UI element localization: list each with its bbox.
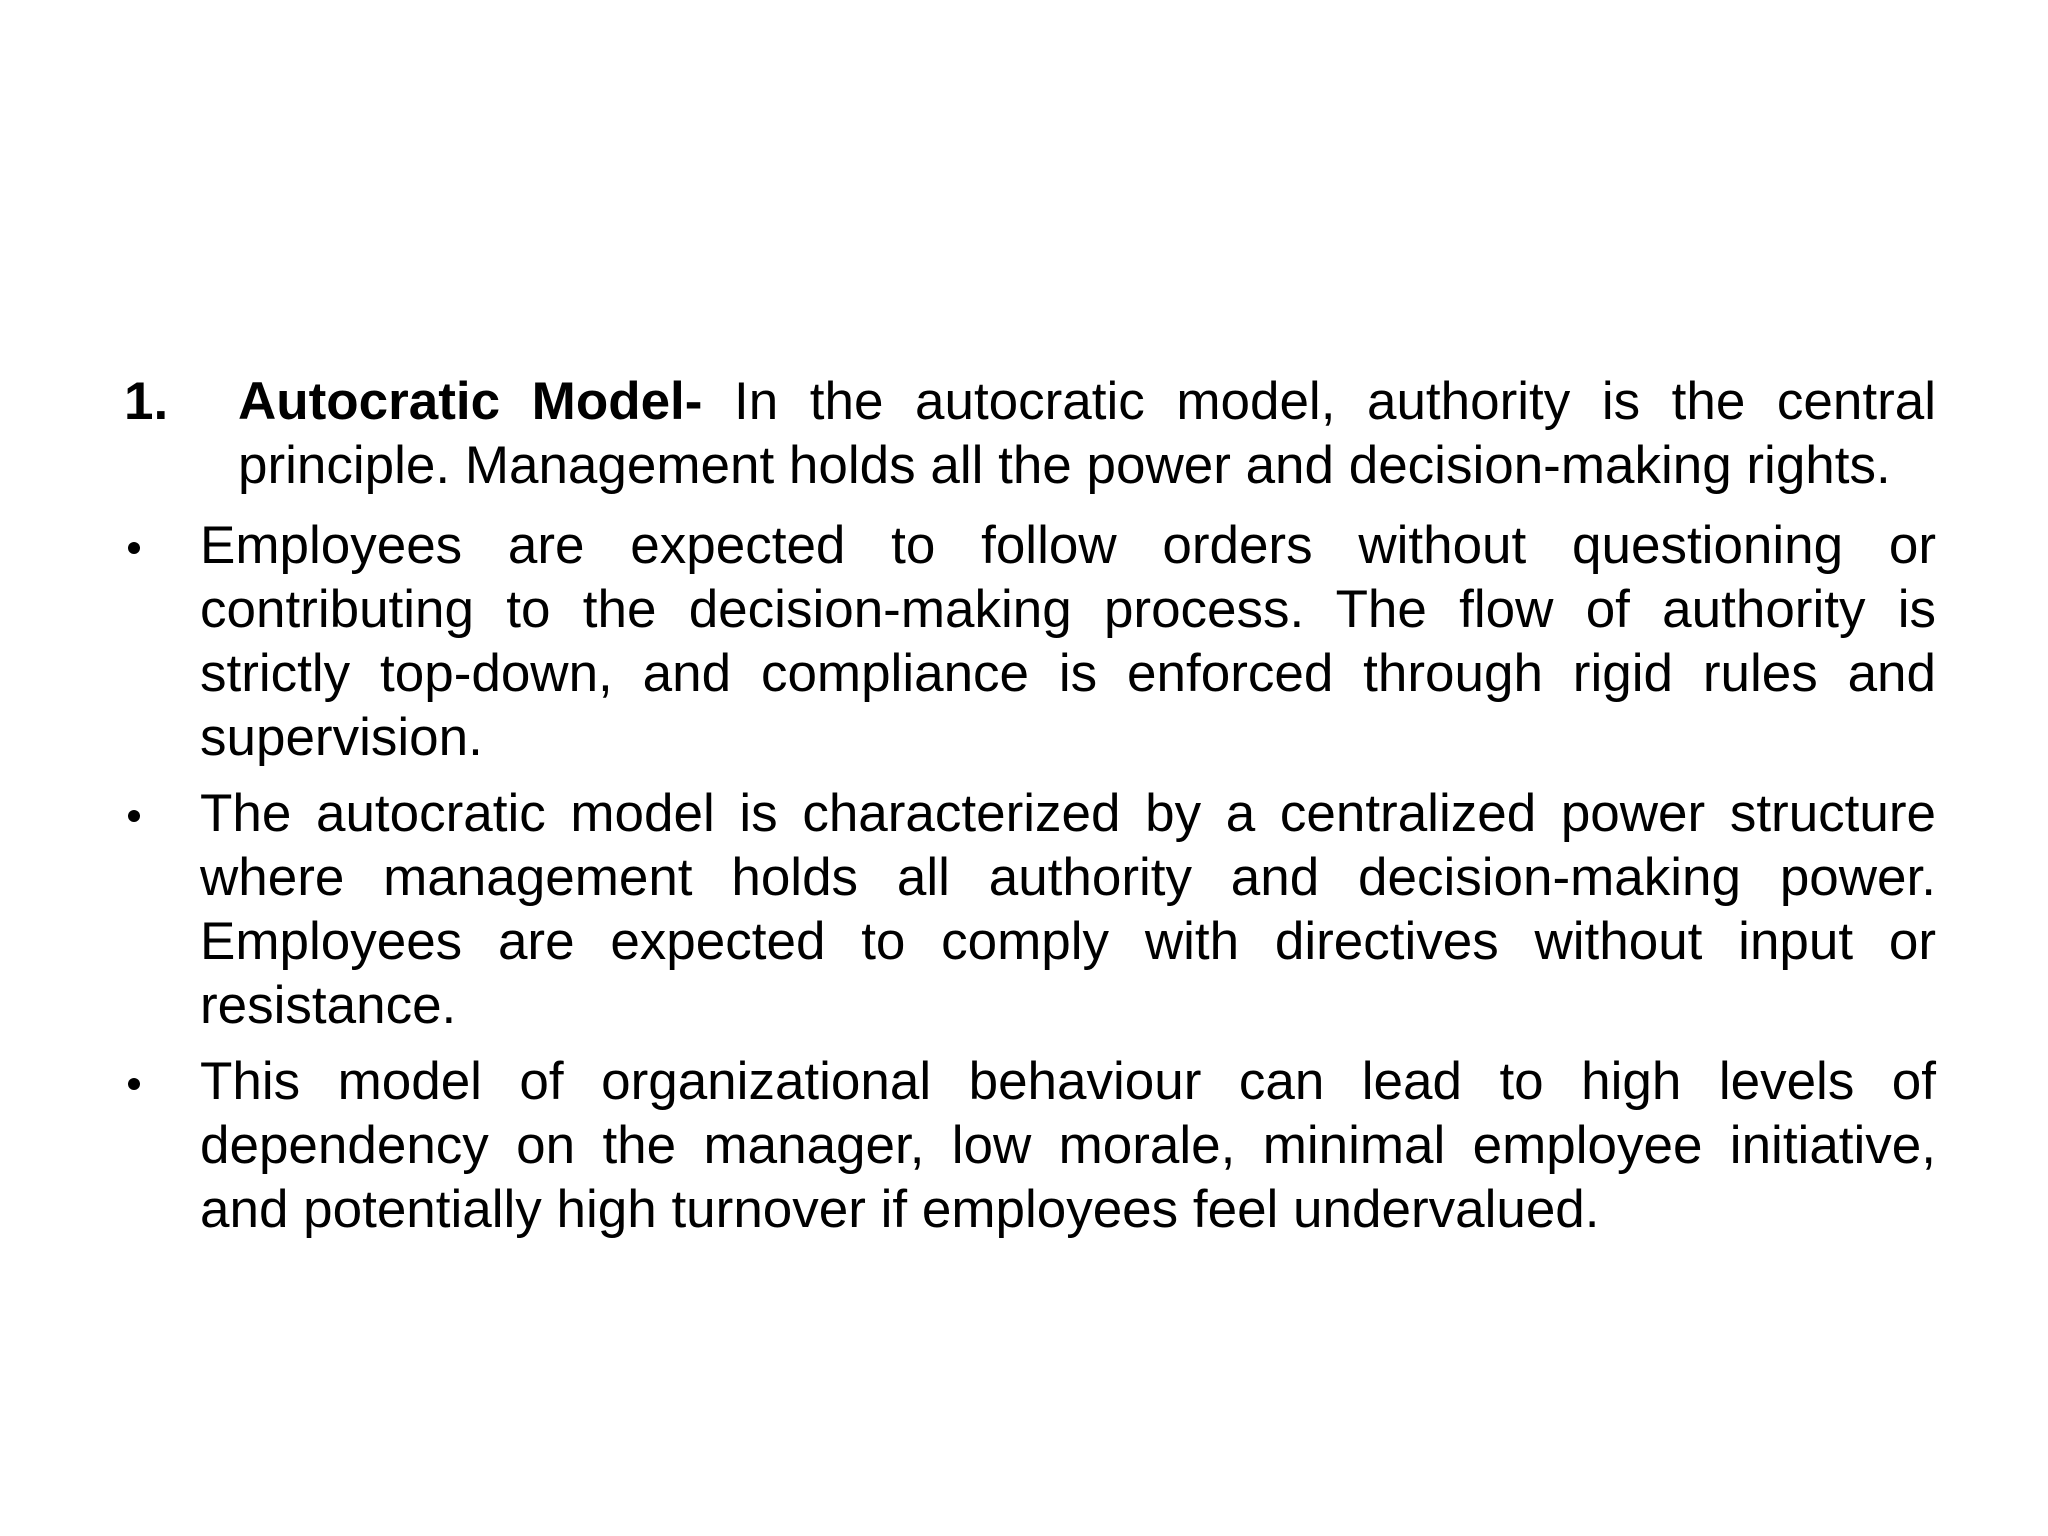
item-term: Autocratic Model- bbox=[238, 372, 703, 431]
bullet-text: The autocratic model is characterized by a centralized power structure where management holds all authority and decision-making power. Employees are expected to comply with directives without input or resistance. bbox=[200, 784, 1936, 1035]
bullet-text: Employees are expected to follow orders without questioning or contributing to the decision-making process. The flow of authority is strictly top-down, and compliance is enforced through rigid rules and supervision. bbox=[200, 516, 1936, 767]
numbered-item-autocratic-model bbox=[124, 370, 1936, 498]
bullet-icon bbox=[128, 810, 140, 822]
bullet-icon bbox=[128, 542, 140, 554]
bullet-text: This model of organizational behaviour can lead to high levels of dependency on the manager, low morale, minimal employee initiative, and potentially high turnover if employees feel undervalued. bbox=[200, 1052, 1936, 1239]
bullet-item bbox=[124, 514, 1936, 770]
bullet-icon bbox=[128, 1078, 140, 1090]
bullet-item bbox=[124, 1050, 1936, 1242]
item-description: In the autocratic model, authority is the central principle. Management holds all the power and decision-making rights. bbox=[238, 372, 1936, 495]
slide-body bbox=[124, 370, 1936, 1254]
item-number: 1. bbox=[124, 372, 169, 431]
bullet-item bbox=[124, 782, 1936, 1038]
